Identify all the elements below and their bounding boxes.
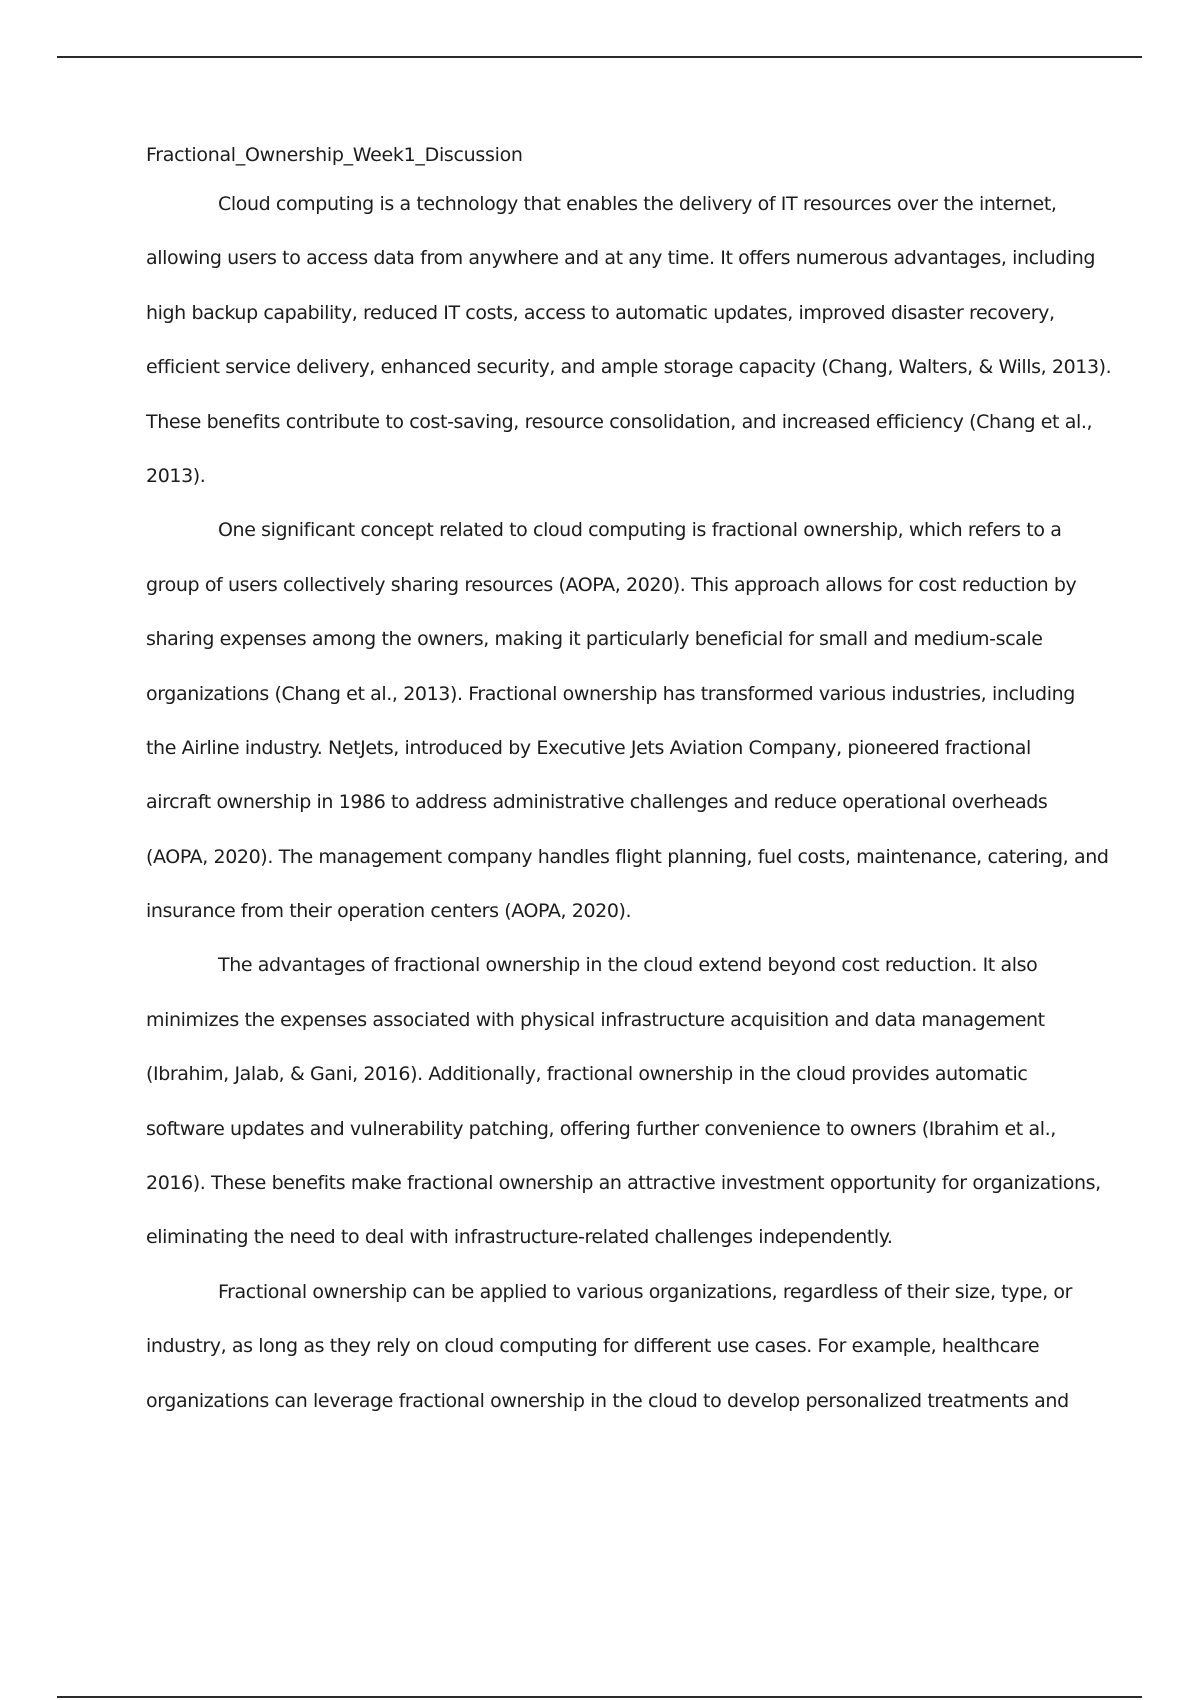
- paragraph-2: [146, 503, 1109, 938]
- paragraph-line: (AOPA, 2020). The management company handles flight planning, fuel costs, maintenance, catering, and: [146, 845, 1109, 868]
- paragraph-line: The advantages of fractional ownership in the cloud extend beyond cost reduction. It also: [218, 954, 1038, 977]
- paragraph-line: aircraft ownership in 1986 to address administrative challenges and reduce operational overheads: [146, 791, 1048, 814]
- document-title: Fractional_Ownership_Week1_Discussion: [146, 144, 523, 166]
- paragraph-line: organizations can leverage fractional ownership in the cloud to develop personalized treatments and: [146, 1389, 1069, 1412]
- paragraph-line: industry, as long as they rely on cloud computing for different use cases. For example, healthcare: [146, 1335, 1040, 1358]
- paragraph-line: high backup capability, reduced IT costs, access to automatic updates, improved disaster recovery,: [146, 301, 1055, 324]
- paragraph-4: [146, 1265, 1106, 1428]
- paragraph-line: the Airline industry. NetJets, introduced by Executive Jets Aviation Company, pioneered fractional: [146, 736, 1031, 759]
- paragraph-line: (Ibrahim, Jalab, & Gani, 2016). Additionally, fractional ownership in the cloud provides automatic: [146, 1063, 1028, 1086]
- header-rule: [57, 56, 1142, 58]
- paragraph-line: sharing expenses among the owners, making it particularly beneficial for small and medium-scale: [146, 628, 1043, 651]
- paragraph-line: These benefits contribute to cost-saving, resource consolidation, and increased efficiency (Chang et al.,: [146, 410, 1093, 433]
- paragraph-1: [146, 177, 1112, 503]
- paragraph-line: organizations (Chang et al., 2013). Fractional ownership has transformed various industries, including: [146, 682, 1075, 705]
- paragraph-line: minimizes the expenses associated with physical infrastructure acquisition and data management: [146, 1008, 1045, 1031]
- footer-rule: [57, 1696, 1142, 1698]
- paragraph-line: 2016). These benefits make fractional ownership an attractive investment opportunity for organizations,: [146, 1172, 1101, 1195]
- paragraph-line: eliminating the need to deal with infrastructure-related challenges independently.: [146, 1226, 893, 1249]
- paragraph-line: Fractional ownership can be applied to various organizations, regardless of their size, type, or: [218, 1280, 1072, 1303]
- paragraph-line: insurance from their operation centers (AOPA, 2020).: [146, 900, 632, 923]
- paragraph-line: allowing users to access data from anywhere and at any time. It offers numerous advantages, including: [146, 247, 1096, 270]
- paragraph-line: group of users collectively sharing resources (AOPA, 2020). This approach allows for cost reduction by: [146, 573, 1077, 596]
- paragraph-line: software updates and vulnerability patching, offering further convenience to owners (Ibrahim et al.,: [146, 1117, 1056, 1140]
- paragraph-line: Cloud computing is a technology that enables the delivery of IT resources over the internet,: [218, 193, 1057, 215]
- paragraph-line: 2013).: [146, 464, 206, 487]
- paragraph-line: efficient service delivery, enhanced security, and ample storage capacity (Chang, Walters, & Wills, 2013).: [146, 356, 1112, 379]
- paragraph-3: [146, 938, 1106, 1264]
- paragraph-line: One significant concept related to cloud computing is fractional ownership, which refers to a: [218, 519, 1062, 542]
- document-body: [146, 143, 1112, 1428]
